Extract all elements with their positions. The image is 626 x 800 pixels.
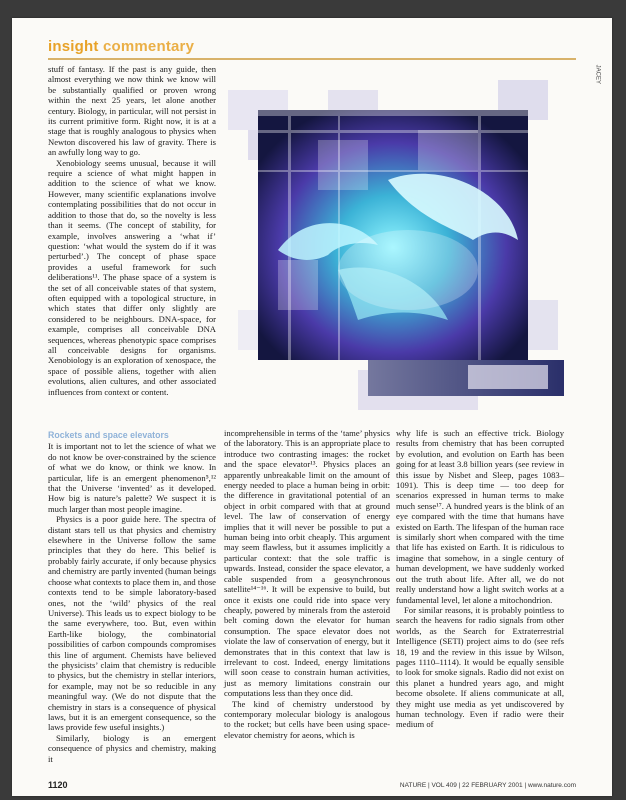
journal-page [12, 18, 612, 796]
illustration-credit: JACEY [594, 64, 600, 84]
subsection-label: commentary [102, 38, 195, 55]
section-label: insight [48, 38, 99, 55]
paragraph: Similarly, biology is an emergent consequence of physics and chemistry, making it [48, 732, 216, 764]
journal-citation: NATURE | VOL 409 | 22 FEBRUARY 2001 | www.nature.com [399, 782, 576, 789]
section-header [48, 38, 194, 55]
header-rule [48, 58, 576, 60]
column-1-bottom [48, 428, 216, 764]
paragraph: The kind of chemistry understood by contemporary molecular biology is analogous to the rocket; but cells have been using space-elevator chemistry for aeons, which is [224, 698, 390, 740]
column-3 [396, 428, 564, 730]
paragraph: incomprehensible in terms of the ‘tame’ physics of the laboratory. This is an appropriate place to introduce two contrasting images: the rocket and the space elevator¹³. Physics places an apparently unbreakable limit on the amount of energy needed to place a human being in orbit: the difference in gravitational potential of an object in orbit compared with that at ground level. The law of conservation of energy implies that it will never be possible to put a human being into orbit cheaply. This argument may seem flawless, but it assumes implicitly a particular context: that the sole traffic is upwards. Instead, consider the space elevator, a cable suspended from a geosynchronous satellite¹⁴⁻¹⁶. It will be expensive to build, but once it exists one could ride into space very cheaply, powered by minerals from the asteroid belt coming down the elevator for human consumption. The space elevator does not violate the law of conservation of energy, but it demonstrates that in this context that law is irrelevant to cost. Indeed, energy limitations will soon cease to constrain human activities, just as memory limitations constrain our computations less than they once did. [224, 428, 390, 699]
column-2 [224, 428, 390, 740]
section-heading: Rockets and space elevators [48, 430, 169, 440]
illustration [218, 70, 564, 414]
dolphins-illustration [218, 70, 564, 414]
paragraph: stuff of fantasy. If the past is any guide, then almost everything we now think we know will be substantially qualified or proven wrong within the next 25 years, let alone another century. Biology, in particular, will not persist in its current primitive form. Right now, it is at a stage that is roughly analogous to physics when Newton discovered his law of gravity. There is an awfully long way to go. [48, 64, 216, 158]
paragraph: It is important not to let the science of what we do not know be over-constrained by the science of what we do know, or think we know. In particular, life is an emergent phenomenon⁵,¹² that the Universe ‘invented’ as it developed. How big is nature’s palette? We suspect it is much larger than most people imagine. [48, 441, 216, 514]
paragraph: For similar reasons, it is probably pointless to search the heavens for radio signals from other worlds, as the Search for Extraterrestrial Intelligence (SETI) project aims to do (see refs 18, 19 and the review in this issue by Wilson, pages 1110–1114). It would be equally sensible to look for smoke signals. Radio did not exist on this planet a hundred years ago, and might become obsolete. If aliens communicate at all, they might use media as yet undiscovered by human technology. Even if radio were their medium of [396, 604, 564, 730]
column-1-top [48, 64, 216, 397]
paragraph: why life is such an effective trick. Biology results from chemistry that has been corrupted by evolution, and evolution on Earth has been going for at least 3.8 billion years (see review in this issue by Nisbet and Sleep, pages 1083–1091). This is deep time — too deep for scenarios expressed in human terms to make much sense¹⁷. A hundred years is the blink of an eye compared with the time that humans have existed on Earth. The lifespan of the human race is similarly short when compared with the time that life has existed on Earth. It is ridiculous to imagine that somehow, in a single century of human development, we have suddenly worked out the truth about life. After all, we do not really understand how a light switch works at a fundamental level, let alone a mitochondrion. [396, 428, 564, 605]
paragraph: Physics is a poor guide here. The spectra of distant stars tell us that physics and chemistry elsewhere in the Universe follow the same principles that they do here. This belief is probably fairly accurate, if only because physics and chemistry are partly invented (human beings choose what contexts to place them in, and those contexts tend to be simple laboratory-based ones, not the ‘wild’ physics of the real Universe). This leads us to expect biology to be the same everywhere, too. But, even within Earth-like biology, the combinatorial possibilities of carbon compounds compromises this line of argument. Chemists have believed the physicists’ claim that chemistry is reducible to physics, but the chemistry in stellar interiors, for example, may not be so reducible in any meaningful way. (We do not dispute that the chemistry in stars is a consequence of physical laws, but it is an emergent consequence, so the laws provide few useful insights.) [48, 514, 217, 733]
paragraph: Xenobiology seems unusual, because it will require a science of what might happen in addition to the science of what we know. However, many scientific explanations involve contemplating possibilities that do not occur in addition to those that do, so the novelty is less than it seems. (The concept of stability, for example, involves answering a ‘what if’ question: ‘what would the system do if it was perturbed’.) The concept of phase space provides a useful framework for such deliberations¹¹. The phase space of a system is the set of all conceivable states of that system, often equipped with a topological structure, in which states that differ only slightly are considered to be neighbours. DNA-space, for example, comprises all conceivable DNA sequences, whereas phenotypic space comprises all conceivable designs for organisms. Xenobiology is an exploration of xenospace, the space of possible aliens, together with alien evolutions, alien cultures, and other associated influences from context or content. [48, 157, 216, 397]
page-number: 1120 [48, 780, 68, 790]
